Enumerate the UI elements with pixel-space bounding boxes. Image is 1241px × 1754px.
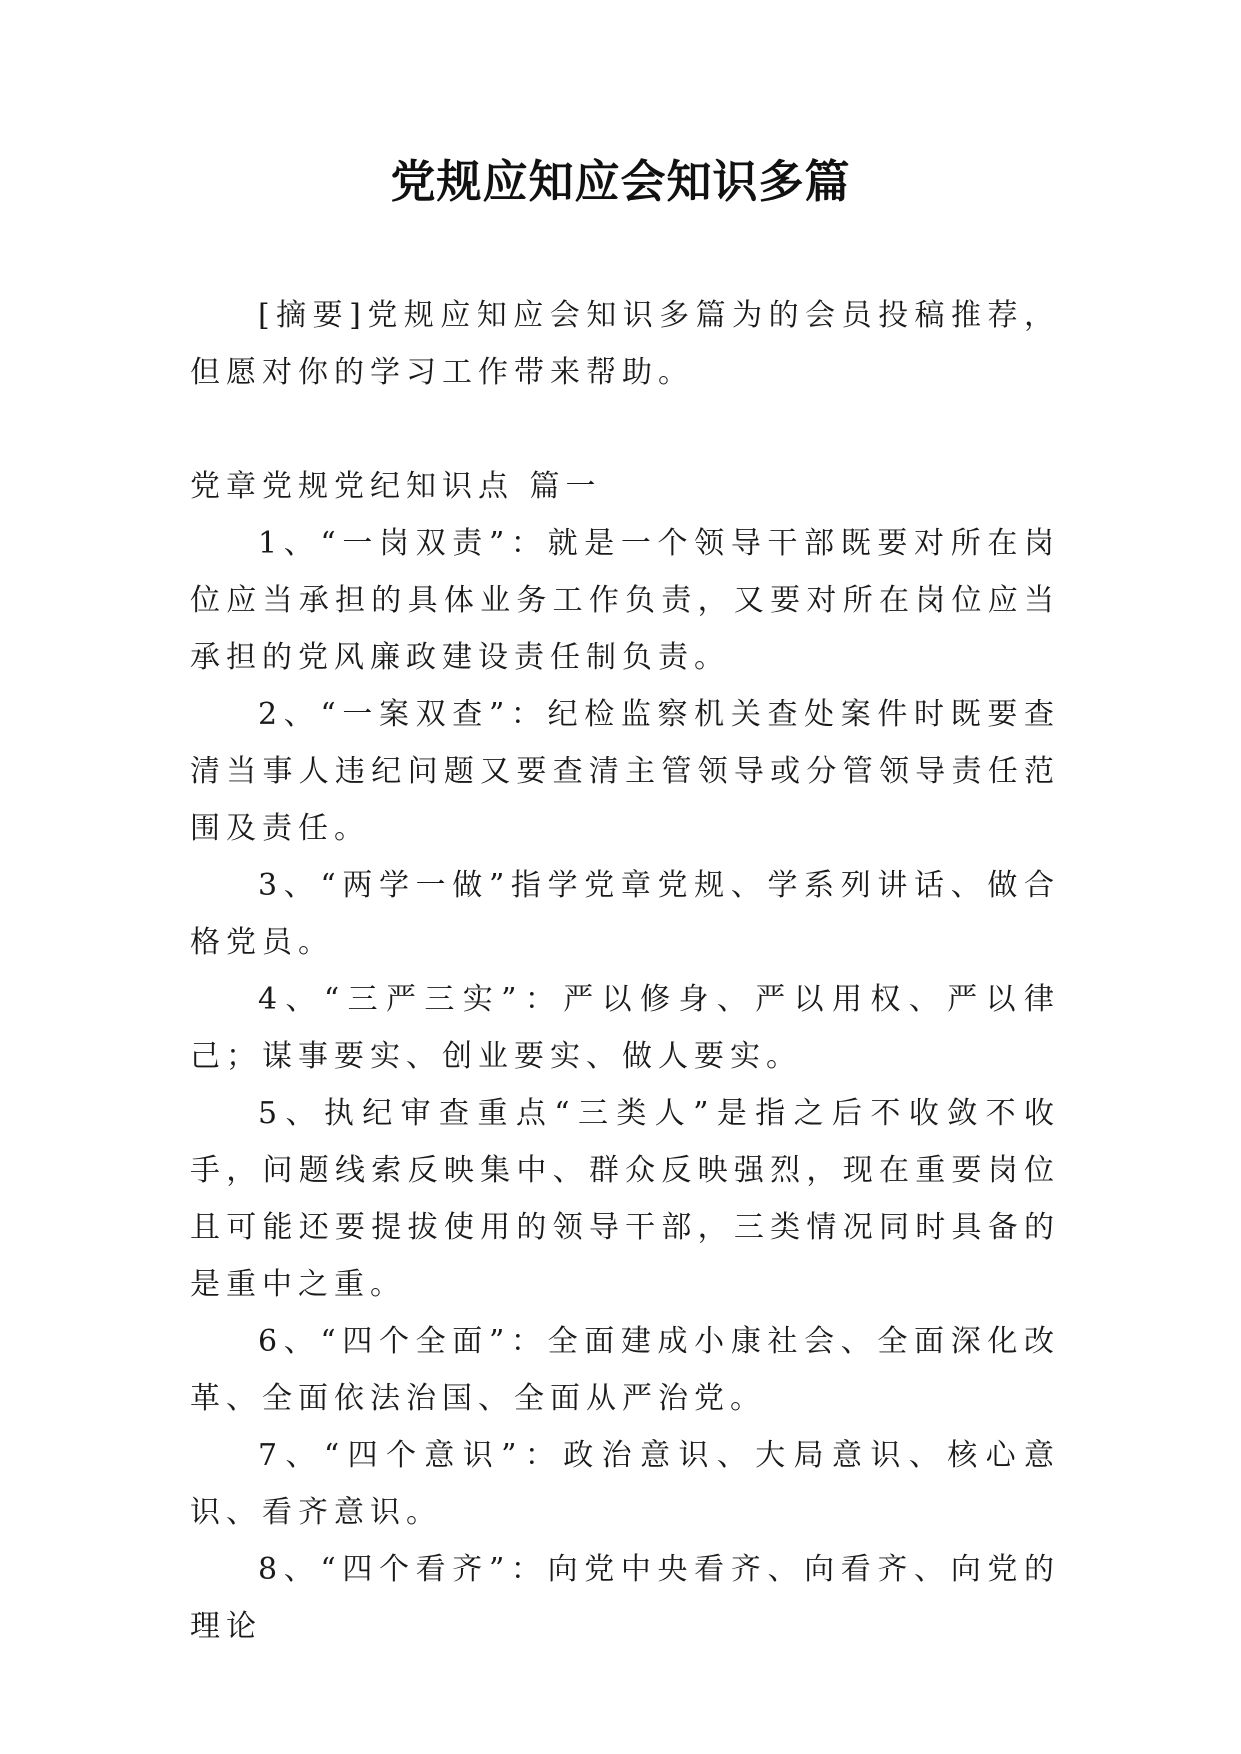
document-body bbox=[190, 287, 1060, 1655]
paragraph-spacer bbox=[190, 401, 1060, 458]
list-item: 4、“三严三实”：严以修身、严以用权、严以律己；谋事要实、创业要实、做人要实。 bbox=[190, 982, 1060, 1074]
list-item: 6、“四个全面”：全面建成小康社会、全面深化改革、全面依法治国、全面从严治党。 bbox=[190, 1324, 1060, 1416]
document-title: 党规应知应会知识多篇 bbox=[390, 155, 851, 208]
list-item: 1、“一岗双责”：就是一个领导干部既要对所在岗位应当承担的具体业务工作负责，又要对所在岗位应当承担的党风廉政建设责任制负责。 bbox=[190, 526, 1060, 675]
section-heading: 党章党规党纪知识点 篇一 bbox=[190, 469, 602, 504]
list-item: 2、“一案双查”：纪检监察机关查处案件时既要查清当事人违纪问题又要查清主管领导或分管领导责任范围及责任。 bbox=[190, 697, 1060, 846]
abstract-paragraph: [摘要]党规应知应会知识多篇为的会员投稿推荐，但愿对你的学习工作带来帮助。 bbox=[190, 298, 1060, 390]
list-item: 8、“四个看齐”：向党中央看齐、向看齐、向党的理论 bbox=[190, 1552, 1060, 1644]
list-item: 5、执纪审查重点“三类人”是指之后不收敛不收手，问题线索反映集中、群众反映强烈，现在重要岗位且可能还要提拔使用的领导干部，三类情况同时具备的是重中之重。 bbox=[190, 1096, 1060, 1302]
list-item: 7、“四个意识”：政治意识、大局意识、核心意识、看齐意识。 bbox=[190, 1438, 1060, 1530]
list-item: 3、“两学一做”指学党章党规、学系列讲话、做合格党员。 bbox=[190, 868, 1060, 960]
